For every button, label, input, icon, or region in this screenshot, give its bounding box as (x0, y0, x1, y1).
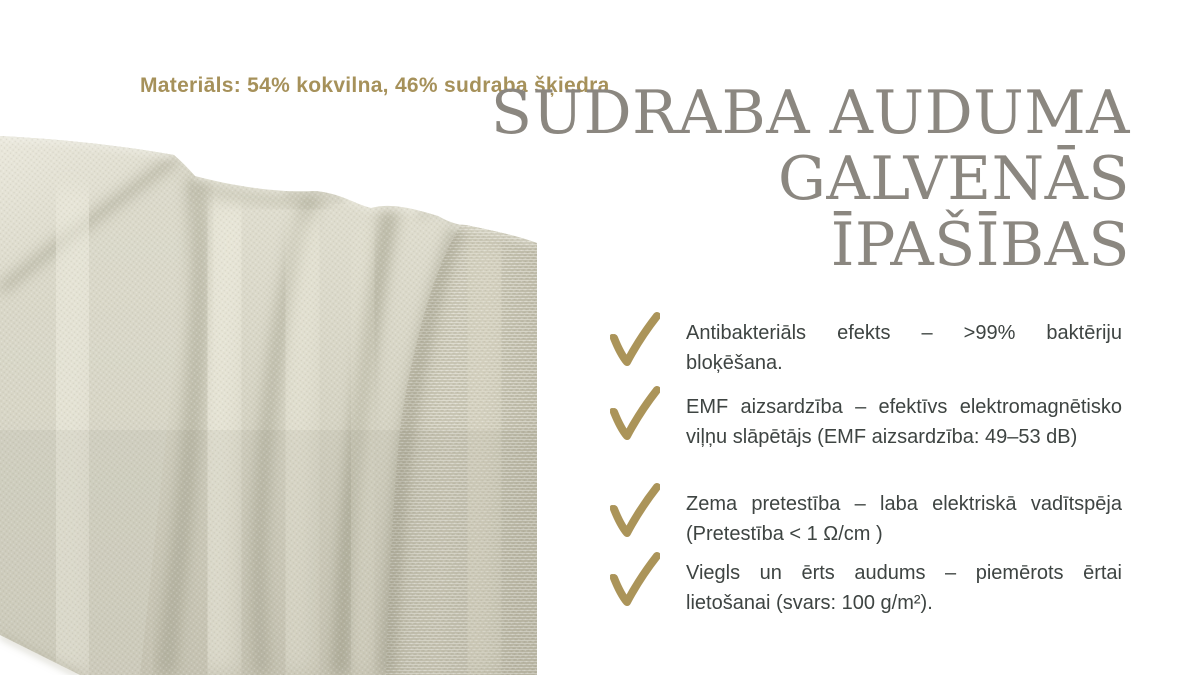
list-item (604, 318, 1122, 378)
list-item-text: Zema pretestība – laba elektriskā vadītspēja (Pretestība < 1 Ω/cm ) (686, 493, 1122, 545)
fabric-photo-graphic (0, 130, 537, 675)
feature-list (604, 318, 1122, 618)
list-item (604, 392, 1122, 452)
fabric-photo (0, 130, 537, 675)
check-icon (604, 384, 660, 444)
page-title-line-1: SUDRABA AUDUMA (490, 78, 1130, 148)
check-icon (604, 550, 660, 610)
page-title-line-2: GALVENĀS (777, 144, 1130, 214)
page-title (491, 80, 1130, 278)
list-item-text: Antibakteriāls efekts – >99% baktēriju bloķēšana. (686, 322, 1122, 374)
list-item-text: EMF aizsardzība – efektīvs elektromagnētisko viļņu slāpētājs (EMF aizsardzība: 49–53 dB) (686, 396, 1122, 448)
check-icon (604, 481, 660, 541)
list-item (604, 558, 1122, 618)
page-title-line-3: ĪPAŠĪBAS (830, 210, 1130, 280)
material-caption: Materiāls: 54% kokvilna, 46% sudraba šķiedra (140, 74, 610, 97)
check-icon (604, 310, 660, 370)
list-item (604, 489, 1122, 549)
list-item-text: Viegls un ērts audums – piemērots ērtai lietošanai (svars: 100 g/m²). (686, 562, 1122, 614)
